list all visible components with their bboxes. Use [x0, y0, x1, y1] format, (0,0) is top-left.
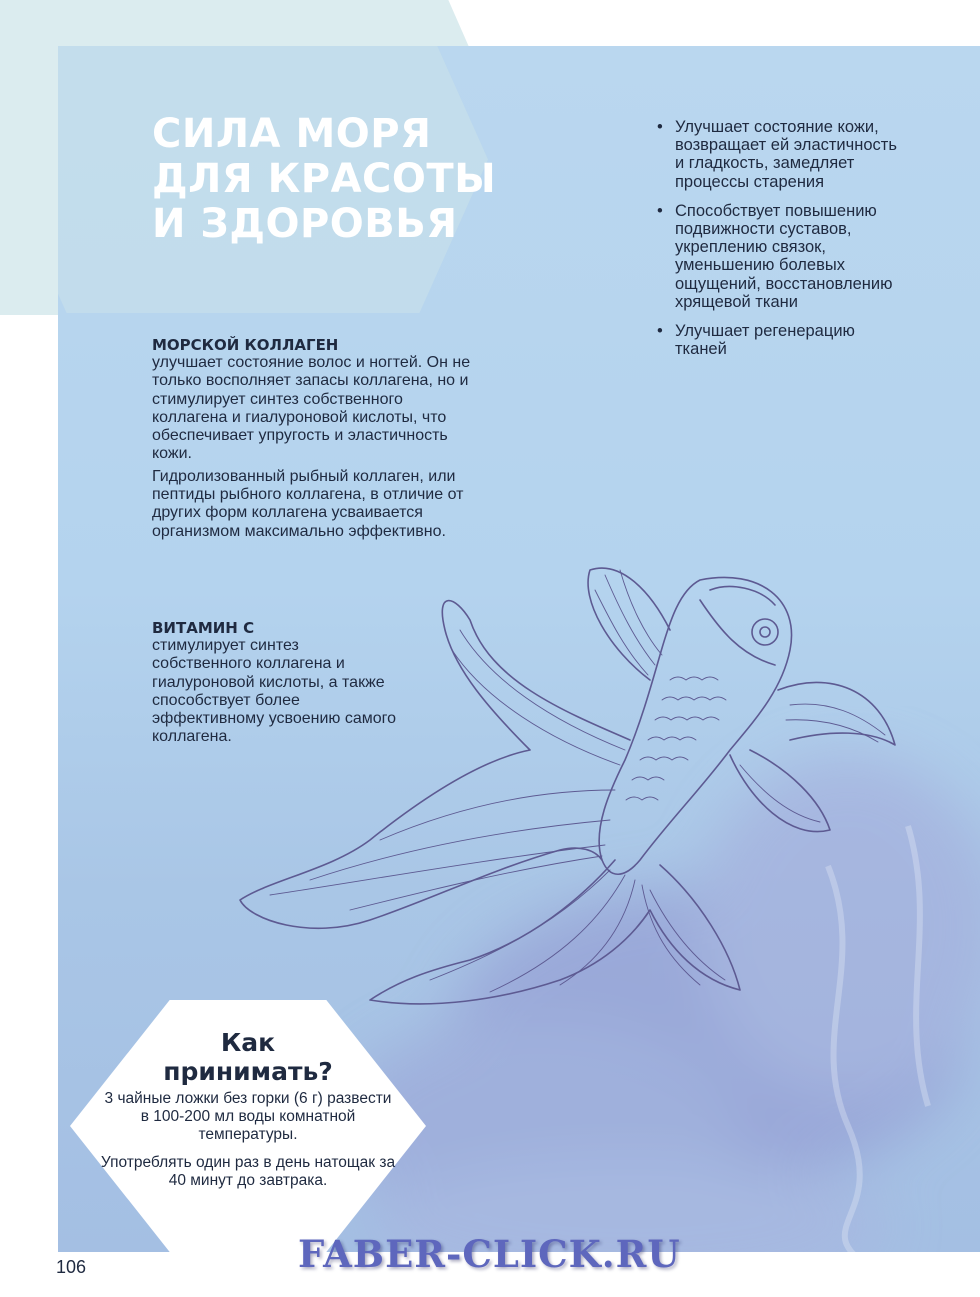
collagen-paragraph-1: улучшает состояние волос и ногтей. Он не только восполняет запасы коллагена, но и стимулирует синтез собственного коллагена и гиалуроновой кислоты, что обеспечивает упругость и эластичность кожи.	[152, 354, 471, 463]
how-to-take-heading-line-2: принимать?	[163, 1057, 333, 1086]
vitamin-c-heading: ВИТАМИН С	[152, 619, 255, 637]
benefit-item-regeneration: • Улучшает регенерацию тканей	[655, 322, 900, 358]
goldfish-illustration	[230, 560, 920, 1030]
collagen-section	[152, 336, 482, 541]
how-to-take-box	[100, 1028, 396, 1200]
how-to-take-heading-line-1: Как	[220, 1028, 276, 1057]
how-to-take-heading	[100, 1028, 396, 1086]
title-line-1: СИЛА МОРЯ	[152, 111, 432, 157]
collagen-paragraph-2: Гидролизованный рыбный коллаген, или пептиды рыбного коллагена, в отличие от других форм коллагена усваивается организмом максимально эффективно.	[152, 467, 464, 540]
how-to-take-instruction-2: Употреблять один раз в день натощак за 40 минут до завтрака.	[100, 1154, 396, 1189]
vitamin-c-text: стимулирует синтез собственного коллагена и гиалуроновой кислоты, а также способствует более эффективному усвоению самого коллагена.	[152, 637, 397, 746]
watermark: FABER-CLICK.RU	[298, 1232, 681, 1276]
collagen-heading: МОРСКОЙ КОЛЛАГЕН	[152, 336, 339, 354]
benefits-list	[655, 118, 900, 369]
page-number: 106	[56, 1257, 87, 1277]
title-line-2: ДЛЯ КРАСОТЫ	[152, 156, 497, 202]
page-title	[152, 112, 496, 247]
title-line-3: И ЗДОРОВЬЯ	[152, 201, 458, 247]
benefit-item-skin: • Улучшает состояние кожи, возвращает ей эластичность и гладкость, замедляет процессы старения	[655, 118, 900, 191]
how-to-take-instruction-1: 3 чайные ложки без горки (6 г) развести в 100-200 мл воды комнатной температуры.	[104, 1090, 392, 1143]
benefit-item-joints: • Способствует повышению подвижности суставов, укреплению связок, уменьшению болевых ощущений, восстановлению хрящевой ткани	[655, 202, 900, 311]
